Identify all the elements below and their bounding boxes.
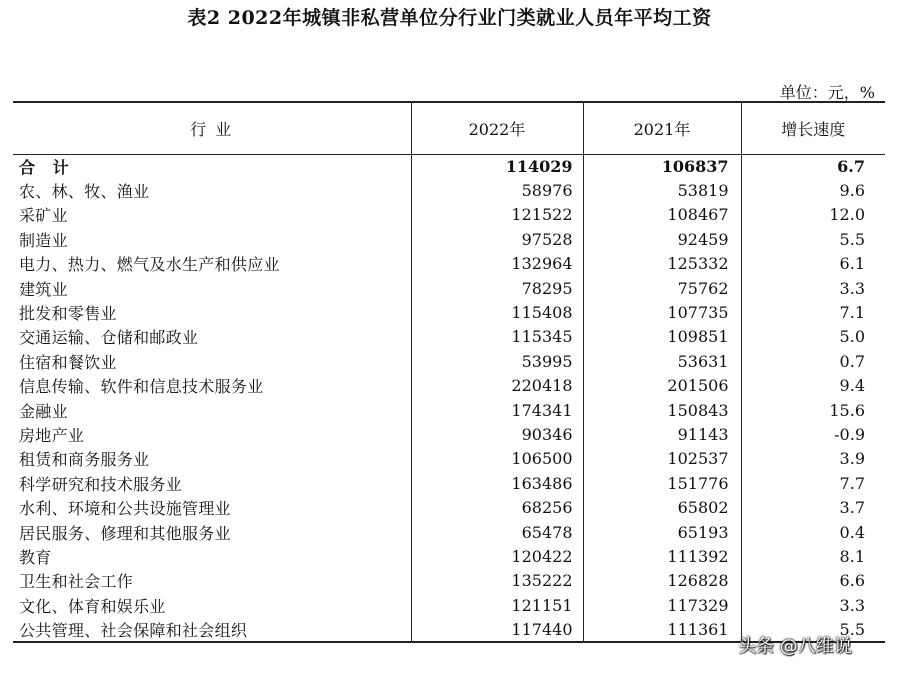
wage-2021-cell: 75762 [583, 276, 741, 300]
industry-name-cell: 住宿和餐饮业 [19, 352, 117, 372]
growth-rate-cell: 3.9 [741, 447, 885, 471]
table-row [13, 325, 885, 349]
wage-2021-cell: 150843 [583, 398, 741, 422]
industry-name-cell: 居民服务、修理和其他服务业 [19, 523, 231, 543]
industry-name-cell: 农、林、牧、渔业 [19, 182, 150, 202]
growth-rate-cell: 6.1 [741, 252, 885, 276]
wage-2022-cell: 90346 [411, 422, 583, 446]
table-row [13, 544, 885, 568]
growth-rate-cell: 7.7 [741, 471, 885, 495]
wage-2022-cell: 58976 [411, 178, 583, 202]
table-row [13, 398, 885, 422]
wage-2021-cell: 108467 [583, 203, 741, 227]
wage-2021-cell: 111361 [583, 617, 741, 641]
industry-name-cell: 租赁和商务服务业 [19, 450, 150, 470]
growth-rate-cell: 9.6 [741, 178, 885, 202]
growth-rate-cell: 0.4 [741, 520, 885, 544]
industry-name-cell: 教育 [19, 547, 52, 567]
industry-name-cell: 金融业 [19, 401, 68, 421]
table-row [13, 447, 885, 471]
wage-2022-cell: 115408 [411, 300, 583, 324]
header-growth: 增长速度 [741, 102, 885, 154]
wage-2021-cell: 117329 [583, 593, 741, 617]
wage-2021-cell: 125332 [583, 252, 741, 276]
wage-2021-cell: 91143 [583, 422, 741, 446]
table-row [13, 374, 885, 398]
header-2022: 2022年 [411, 102, 583, 154]
wage-2022-cell: 121522 [411, 203, 583, 227]
industry-name-cell: 采矿业 [19, 206, 68, 226]
wage-2022-cell: 78295 [411, 276, 583, 300]
wage-2021-cell: 65802 [583, 495, 741, 519]
table-row [13, 569, 885, 593]
table-row [13, 227, 885, 251]
wage-2021-cell: 106837 [583, 154, 741, 178]
table-row [13, 349, 885, 373]
header-industry: 行 业 [13, 102, 411, 154]
growth-rate-cell: 9.4 [741, 374, 885, 398]
growth-rate-cell: 7.1 [741, 300, 885, 324]
wage-2022-cell: 163486 [411, 471, 583, 495]
industry-name-cell: 制造业 [19, 230, 68, 250]
wage-2022-cell: 132964 [411, 252, 583, 276]
industry-name-cell: 房地产业 [19, 425, 85, 445]
wage-2022-cell: 68256 [411, 495, 583, 519]
table-row [13, 593, 885, 617]
wage-2022-cell: 97528 [411, 227, 583, 251]
growth-rate-cell: 5.5 [741, 227, 885, 251]
growth-rate-cell: 3.7 [741, 495, 885, 519]
wage-2022-cell: 53995 [411, 349, 583, 373]
growth-rate-cell: 5.5 [741, 617, 885, 641]
table-row [13, 471, 885, 495]
wage-2021-cell: 53819 [583, 178, 741, 202]
industry-name-cell: 公共管理、社会保障和社会组织 [13, 617, 411, 641]
growth-rate-cell: 6.6 [741, 569, 885, 593]
growth-rate-cell: 8.1 [741, 544, 885, 568]
table-row [13, 203, 885, 227]
industry-name-cell: 批发和零售业 [19, 304, 117, 324]
wage-2022-cell: 121151 [411, 593, 583, 617]
wage-2021-cell: 65193 [583, 520, 741, 544]
table-row [13, 495, 885, 519]
table-body [13, 154, 885, 642]
industry-name-cell: 文化、体育和娱乐业 [19, 596, 166, 616]
unit-label: 单位：元，% [779, 83, 875, 102]
growth-rate-cell: 3.3 [741, 593, 885, 617]
wage-2022-cell: 120422 [411, 544, 583, 568]
wage-2022-cell: 135222 [411, 569, 583, 593]
industry-name-cell: 交通运输、仓储和邮政业 [19, 328, 199, 348]
growth-rate-cell: -0.9 [741, 422, 885, 446]
table-row [13, 422, 885, 446]
industry-name-cell: 水利、环境和公共设施管理业 [19, 499, 231, 519]
wage-2021-cell: 107735 [583, 300, 741, 324]
wage-2021-cell: 126828 [583, 569, 741, 593]
wage-2022-cell: 115345 [411, 325, 583, 349]
table-row-total [13, 154, 885, 178]
table-row [13, 300, 885, 324]
industry-name-cell: 科学研究和技术服务业 [19, 474, 183, 494]
wage-2021-cell: 102537 [583, 447, 741, 471]
industry-name-cell: 卫生和社会工作 [19, 572, 134, 592]
wage-2021-cell: 151776 [583, 471, 741, 495]
watermark: 头条 @八维说 [738, 636, 852, 657]
wage-2022-cell: 117440 [411, 617, 583, 641]
growth-rate-cell: 6.7 [741, 154, 885, 178]
table-row [13, 178, 885, 202]
table-title: 表2 2022年城镇非私营单位分行业门类就业人员年平均工资 [187, 7, 712, 29]
wage-2021-cell: 109851 [583, 325, 741, 349]
wage-2022-cell: 65478 [411, 520, 583, 544]
industry-name-cell: 建筑业 [19, 279, 68, 299]
table-row [13, 520, 885, 544]
header-2021: 2021年 [583, 102, 741, 154]
wage-2022-cell: 114029 [411, 154, 583, 178]
wage-2022-cell: 106500 [411, 447, 583, 471]
growth-rate-cell: 15.6 [741, 398, 885, 422]
wage-2021-cell: 53631 [583, 349, 741, 373]
industry-name-cell: 电力、热力、燃气及水生产和供应业 [19, 255, 280, 275]
wage-2022-cell: 174341 [411, 398, 583, 422]
wage-2021-cell: 92459 [583, 227, 741, 251]
wage-2021-cell: 201506 [583, 374, 741, 398]
growth-rate-cell: 0.7 [741, 349, 885, 373]
table-row [13, 252, 885, 276]
table-row [13, 276, 885, 300]
wage-2021-cell: 111392 [583, 544, 741, 568]
growth-rate-cell: 5.0 [741, 325, 885, 349]
wage-table [13, 101, 885, 643]
table-header-row [13, 102, 885, 154]
industry-name-cell: 合 计 [19, 157, 75, 177]
industry-name-cell: 信息传输、软件和信息技术服务业 [19, 377, 264, 397]
growth-rate-cell: 12.0 [741, 203, 885, 227]
wage-2022-cell: 220418 [411, 374, 583, 398]
growth-rate-cell: 3.3 [741, 276, 885, 300]
